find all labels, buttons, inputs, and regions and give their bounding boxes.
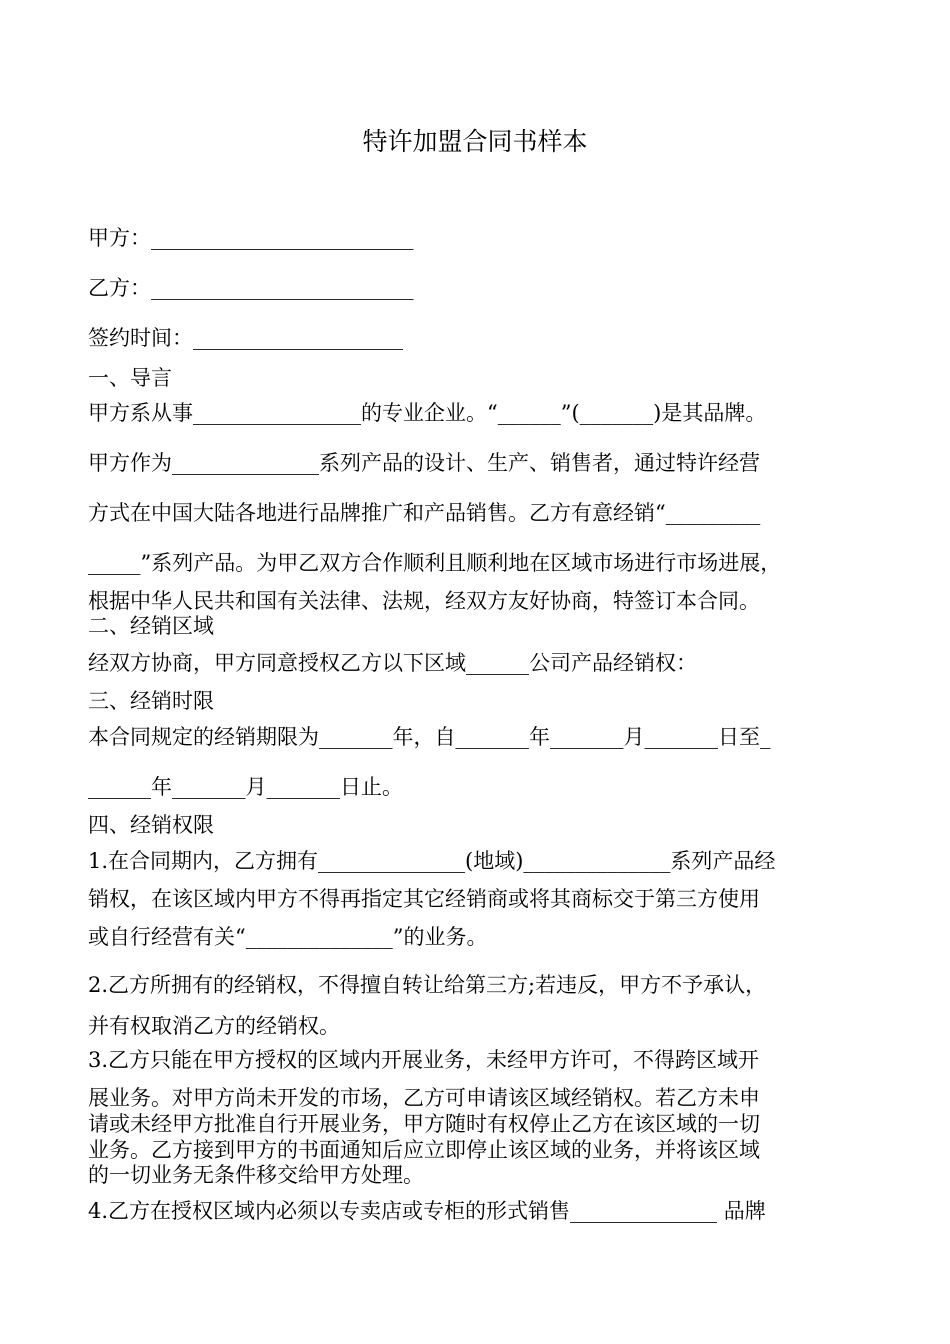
document-title: 特许加盟合同书样本 bbox=[362, 127, 588, 156]
paragraph-line: 或自行经营有关“______________”的业务。 bbox=[88, 925, 488, 949]
paragraph-line: 的一切业务无条件移交给甲方处理。 bbox=[88, 1163, 424, 1187]
paragraph-line: _____”系列产品。为甲乙双方合作顺利且顺利地在区域市场进行市场进展， bbox=[88, 551, 782, 575]
party-b-line: 乙方：_________________________ bbox=[88, 276, 414, 300]
paragraph-line: ______年_______月_______日止。 bbox=[88, 775, 403, 799]
paragraph-line: 请或未经甲方批准自行开展业务，甲方随时有权停止乙方在该区域的一切 bbox=[88, 1112, 760, 1136]
paragraph-line: 2.乙方所拥有的经销权，不得擅自转让给第三方;若违反，甲方不予承认， bbox=[88, 973, 767, 997]
section-heading-rights: 四、经销权限 bbox=[88, 813, 214, 837]
paragraph-line: 并有权取消乙方的经销权。 bbox=[88, 1014, 340, 1038]
paragraph-line: 4.乙方在授权区域内必须以专卖店或专柜的形式销售______________ 品牌 bbox=[88, 1199, 766, 1223]
paragraph-line: 展业务。对甲方尚未开发的市场，乙方可申请该区域经销权。若乙方未申 bbox=[88, 1086, 760, 1110]
paragraph-line: 根据中华人民共和国有关法律、法规，经双方友好协商，特签订本合同。 bbox=[88, 589, 760, 613]
paragraph-line: 本合同规定的经销期限为_______年，自_______年_______月_______日至_ bbox=[88, 725, 771, 749]
paragraph-line: 业务。乙方接到甲方的书面通知后应立即停止该区域的业务，并将该区域 bbox=[88, 1138, 760, 1162]
party-a-line: 甲方：_________________________ bbox=[88, 226, 414, 250]
section-heading-intro: 一、导言 bbox=[88, 366, 172, 390]
paragraph-line: 方式在中国大陆各地进行品牌推广和产品销售。乙方有意经销“_________ bbox=[88, 501, 761, 525]
paragraph-line: 3.乙方只能在甲方授权的区域内开展业务，未经甲方许可，不得跨区域开 bbox=[88, 1048, 760, 1072]
paragraph-line: 销权，在该区域内甲方不得再指定其它经销商或将其商标交于第三方使用 bbox=[88, 887, 760, 911]
paragraph-line: 甲方系从事________________的专业企业。“______”(_______)是其品牌。 bbox=[88, 401, 767, 425]
section-heading-region: 二、经销区域 bbox=[88, 614, 214, 638]
section-heading-term: 三、经销时限 bbox=[88, 689, 214, 713]
paragraph-line: 甲方作为______________系列产品的设计、生产、销售者，通过特许经营 bbox=[88, 451, 760, 475]
paragraph-line: 1.在合同期内，乙方拥有______________(地域)______________系列产品经 bbox=[88, 849, 776, 873]
paragraph-line: 经双方协商，甲方同意授权乙方以下区域______公司产品经销权： bbox=[88, 651, 697, 675]
signing-date-line: 签约时间：____________________ bbox=[88, 326, 403, 350]
